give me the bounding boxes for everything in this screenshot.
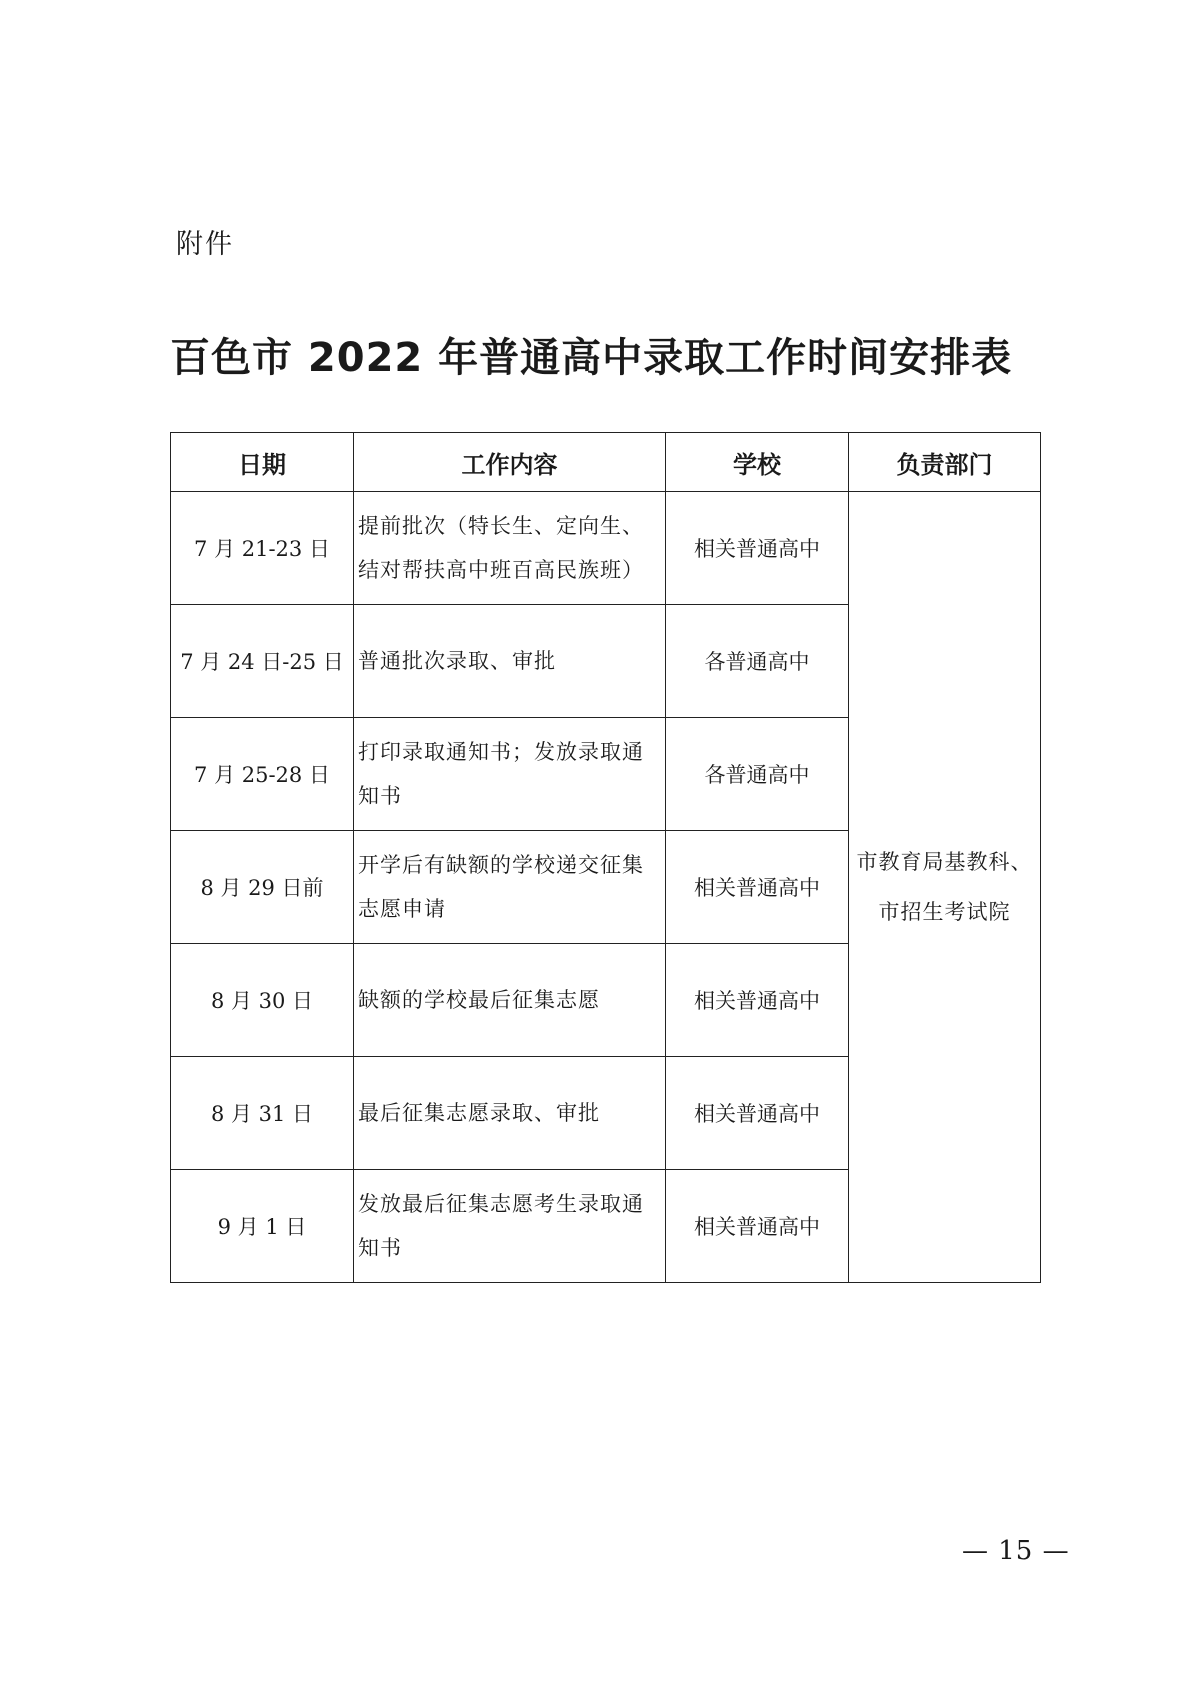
- header-date: 日期: [171, 433, 354, 492]
- date-cell: 9 月 1 日: [171, 1170, 354, 1283]
- content-cell: 开学后有缺额的学校递交征集志愿申请: [354, 831, 666, 944]
- content-cell: 普通批次录取、审批: [354, 605, 666, 718]
- table-header-row: [171, 433, 1041, 492]
- school-cell: 相关普通高中: [666, 944, 849, 1057]
- header-school: 学校: [666, 433, 849, 492]
- attachment-label: 附件: [176, 229, 234, 260]
- date-cell: 8 月 30 日: [171, 944, 354, 1057]
- content-cell: 发放最后征集志愿考生录取通知书: [354, 1170, 666, 1283]
- school-cell: 各普通高中: [666, 605, 849, 718]
- school-cell: 相关普通高中: [666, 492, 849, 605]
- document-title: 百色市 2022 年普通高中录取工作时间安排表: [170, 335, 1013, 381]
- date-cell: 8 月 29 日前: [171, 831, 354, 944]
- header-department: 负责部门: [849, 433, 1041, 492]
- content-cell: 最后征集志愿录取、审批: [354, 1057, 666, 1170]
- header-content: 工作内容: [354, 433, 666, 492]
- school-cell: 相关普通高中: [666, 1057, 849, 1170]
- school-cell: 相关普通高中: [666, 1170, 849, 1283]
- content-cell: 打印录取通知书；发放录取通知书: [354, 718, 666, 831]
- date-cell: 7 月 24 日-25 日: [171, 605, 354, 718]
- content-cell: 缺额的学校最后征集志愿: [354, 944, 666, 1057]
- date-cell: 8 月 31 日: [171, 1057, 354, 1170]
- page-number: — 15 —: [962, 1536, 1070, 1566]
- department-cell: 市教育局基教科、市招生考试院: [849, 492, 1041, 1283]
- content-cell: 提前批次（特长生、定向生、结对帮扶高中班百高民族班）: [354, 492, 666, 605]
- date-cell: 7 月 25-28 日: [171, 718, 354, 831]
- school-cell: 相关普通高中: [666, 831, 849, 944]
- table-row: [171, 492, 1041, 605]
- date-cell: 7 月 21-23 日: [171, 492, 354, 605]
- schedule-table: [170, 432, 1041, 1283]
- school-cell: 各普通高中: [666, 718, 849, 831]
